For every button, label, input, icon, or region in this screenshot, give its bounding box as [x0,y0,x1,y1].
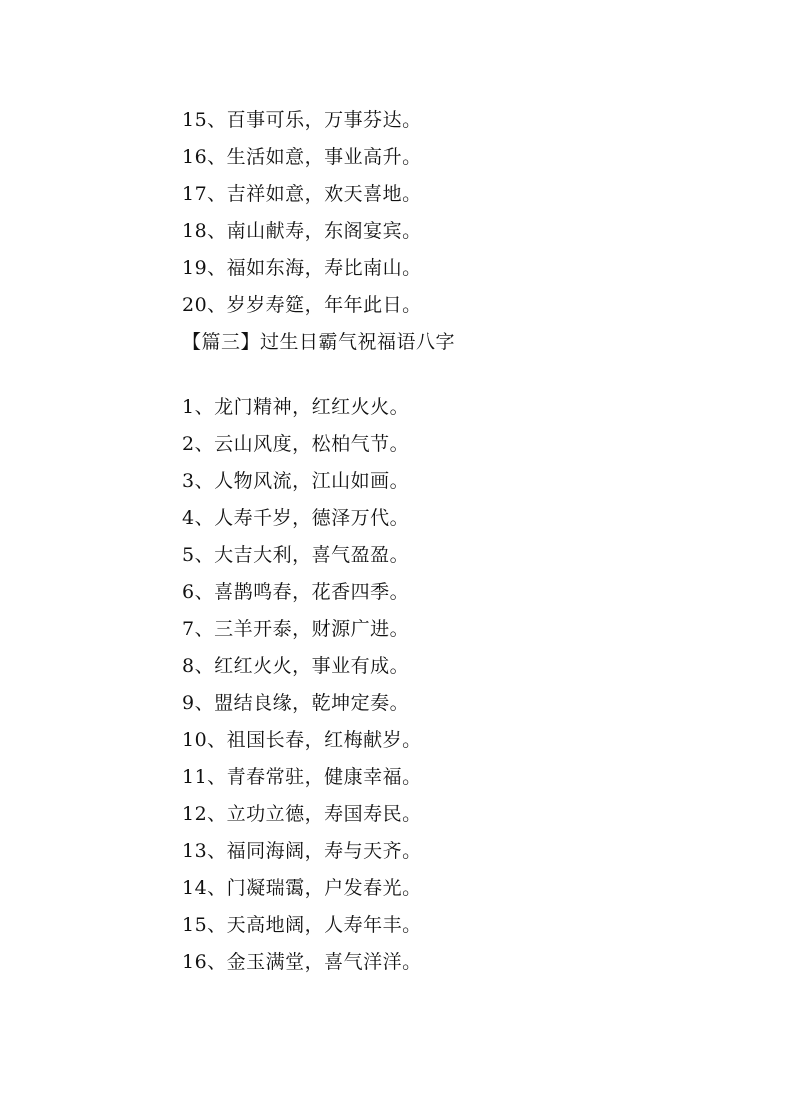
list-item: 4、人寿千岁，德泽万代。 [182,507,410,529]
list-item: 13、福同海阔，寿与天齐。 [182,840,422,862]
list-item: 9、盟结良缘，乾坤定奏。 [182,692,410,714]
list-item: 8、红红火火，事业有成。 [182,655,410,677]
list-item: 3、人物风流，江山如画。 [182,470,410,492]
greeting-list-continued [182,102,702,324]
list-item: 16、生活如意，事业高升。 [182,146,422,168]
list-item: 12、立功立德，寿国寿民。 [182,803,422,825]
list-item: 6、喜鹊鸣春，花香四季。 [182,581,410,603]
list-item: 20、岁岁寿筵，年年此日。 [182,294,422,316]
list-item: 19、福如东海，寿比南山。 [182,257,422,279]
list-item: 18、南山献寿，东阁宴宾。 [182,220,422,242]
list-item: 2、云山风度，松柏气节。 [182,433,410,455]
list-item: 14、门凝瑞霭，户发春光。 [182,877,422,899]
list-item: 15、天高地阔，人寿年丰。 [182,914,422,936]
section-heading: 【篇三】过生日霸气祝福语八字 [182,331,456,353]
greeting-list-section-three [182,389,702,981]
list-item: 16、金玉满堂，喜气洋洋。 [182,951,422,973]
list-item: 10、祖国长春，红梅献岁。 [182,729,422,751]
list-item: 7、三羊开泰，财源广进。 [182,618,410,640]
list-item: 15、百事可乐，万事芬达。 [182,109,422,131]
list-item: 17、吉祥如意，欢天喜地。 [182,183,422,205]
list-item: 11、青春常驻，健康幸福。 [182,766,422,788]
list-item: 1、龙门精神，红红火火。 [182,396,410,418]
list-item: 5、大吉大利，喜气盈盈。 [182,544,410,566]
